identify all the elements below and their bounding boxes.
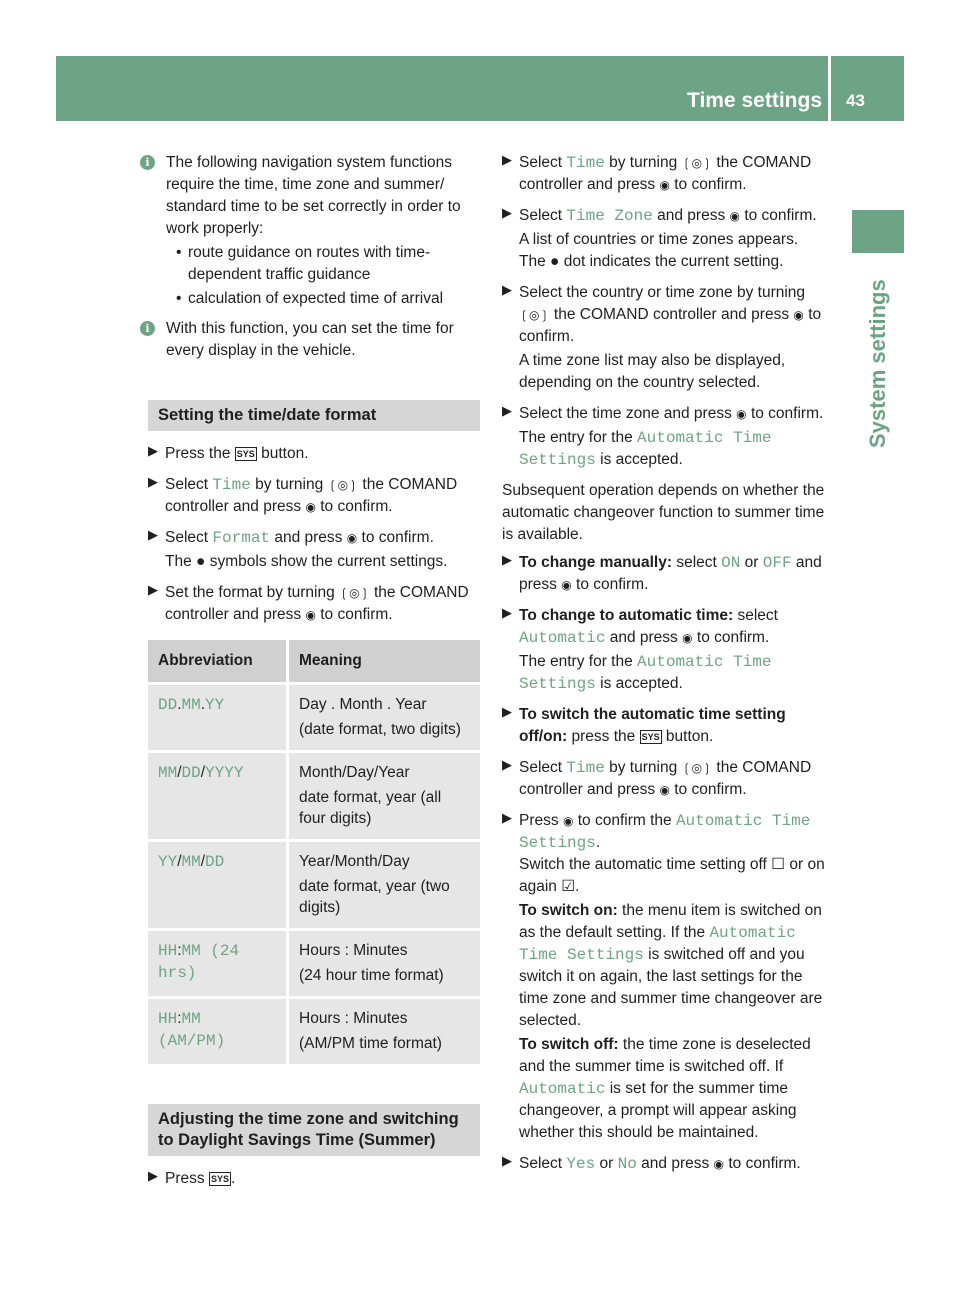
- text: Select: [519, 1155, 563, 1172]
- right-column: [502, 152, 834, 1184]
- text: The: [519, 253, 546, 270]
- arrow-icon: ▶: [502, 282, 512, 297]
- arrow-icon: ▶: [502, 403, 512, 418]
- step: [502, 605, 834, 695]
- abbr-sep: /: [200, 764, 206, 781]
- text: to confirm.: [696, 629, 770, 646]
- column-header: Abbreviation: [148, 640, 288, 684]
- menu-item-label: OFF: [762, 554, 792, 572]
- menu-item-label: Automatic Time Settings: [519, 653, 772, 693]
- controller-press-icon: ◉: [562, 814, 574, 828]
- text: and press: [519, 554, 822, 593]
- text: .: [230, 1170, 236, 1187]
- step: [502, 152, 834, 196]
- arrow-icon: ▶: [502, 757, 512, 772]
- menu-item-label: Automatic: [519, 629, 606, 647]
- controller-press-icon: ◉: [346, 531, 358, 545]
- controller-press-icon: ◉: [305, 608, 316, 622]
- menu-item-label: Automatic Time Settings: [519, 812, 811, 852]
- controller-press-icon: ◉: [793, 308, 804, 322]
- text: or: [599, 1155, 614, 1172]
- step-result: A time zone list may also be displayed, depending on the country selected.: [519, 352, 786, 391]
- text: to confirm.: [728, 1155, 801, 1172]
- page-section-title: Time settings: [687, 89, 822, 112]
- table-row: [148, 841, 480, 930]
- table-row: [148, 930, 480, 998]
- info-icon: i: [140, 155, 155, 170]
- info-icon: i: [140, 321, 155, 336]
- menu-item-label: No: [617, 1155, 637, 1173]
- side-label: [852, 258, 904, 458]
- text: Select: [519, 207, 563, 224]
- section-heading: Setting the time/date format: [148, 400, 480, 431]
- meaning: Hours : Minutes: [299, 942, 408, 959]
- text: Select: [165, 529, 209, 546]
- text: by turning: [609, 759, 678, 776]
- step: [502, 552, 834, 596]
- abbr-part: DD: [158, 696, 178, 714]
- text: and press: [274, 529, 343, 546]
- text: to confirm.: [519, 306, 822, 345]
- text: is switched off and you switch it on again, the last settings for the time zone and summer time changeover are selected.: [519, 946, 823, 1029]
- checkbox-checked-icon: ☑: [561, 878, 576, 895]
- abbr-sep: /: [177, 764, 182, 781]
- text: Set the format by turning: [165, 584, 335, 601]
- text: select: [737, 607, 778, 624]
- abbr-part: MM (AM/PM): [158, 1010, 226, 1050]
- abbr-part: MM (24 hrs): [158, 942, 240, 982]
- arrow-icon: ▶: [502, 605, 512, 620]
- text: symbols show the current settings.: [209, 553, 448, 570]
- text: to confirm.: [576, 576, 649, 593]
- step: [502, 403, 834, 471]
- menu-item-label: Format: [212, 529, 271, 547]
- menu-item-label: Time: [566, 154, 605, 172]
- controller-press-icon: ◉: [736, 407, 747, 421]
- info-text: The following navigation system functions require the time, time zone and summer/ standard time to be set correctly in order to work properly:: [166, 154, 461, 237]
- step: [148, 443, 480, 465]
- meaning-detail: date format, year (two digits): [299, 878, 450, 916]
- abbr-sep: :: [177, 1010, 182, 1027]
- step: [148, 527, 480, 573]
- sys-button-icon: SYS: [641, 732, 660, 742]
- header-divider: [828, 56, 831, 121]
- menu-item-label: Time: [212, 476, 251, 494]
- arrow-icon: ▶: [502, 152, 512, 167]
- text: Press: [519, 812, 559, 829]
- controller-turn-icon: ❲◎❳: [681, 761, 713, 775]
- abbr-part: HH: [158, 942, 178, 960]
- text: to confirm.: [750, 405, 824, 422]
- text: The entry for the: [519, 653, 633, 670]
- table-row: [148, 684, 480, 752]
- controller-press-icon: ◉: [305, 500, 316, 514]
- menu-item-label: Yes: [566, 1155, 596, 1173]
- step: [148, 1168, 480, 1190]
- abbr-part: HH: [158, 1010, 178, 1028]
- meaning-detail: date format, year (all four digits): [299, 789, 442, 827]
- step-label: To change manually:: [519, 554, 673, 571]
- text: button.: [261, 445, 309, 462]
- arrow-icon: ▶: [148, 527, 158, 542]
- text: the COMAND controller and press: [519, 759, 812, 798]
- controller-turn-icon: ❲◎❳: [339, 586, 370, 600]
- step: [502, 810, 834, 1144]
- text: Press the: [165, 445, 231, 462]
- meaning-detail: (24 hour time format): [299, 967, 444, 984]
- abbr-sep: :: [177, 942, 182, 959]
- step: [502, 757, 834, 801]
- meaning: Day . Month . Year: [299, 696, 427, 713]
- text: by turning: [609, 154, 678, 171]
- text: Select the country or time zone by turning: [519, 284, 806, 301]
- step: [148, 582, 480, 626]
- abbr-sep: .: [200, 696, 206, 713]
- text: Select: [165, 476, 209, 493]
- text: the COMAND controller and press: [165, 584, 469, 623]
- menu-item-label: Automatic Time Settings: [519, 924, 796, 964]
- step: [502, 704, 834, 748]
- abbr-sep: /: [200, 853, 206, 870]
- sys-button-icon: SYS: [210, 1174, 229, 1184]
- text: or: [744, 554, 759, 571]
- arrow-icon: ▶: [502, 1153, 512, 1168]
- dot-icon: ●: [550, 253, 560, 270]
- abbr-part: MM: [158, 764, 178, 782]
- arrow-icon: ▶: [148, 582, 158, 597]
- controller-turn-icon: ❲◎❳: [327, 478, 359, 492]
- menu-item-label: ON: [721, 554, 741, 572]
- text: is accepted.: [600, 675, 683, 692]
- text: to confirm.: [674, 176, 747, 193]
- step: [502, 1153, 834, 1175]
- arrow-icon: ▶: [502, 810, 512, 825]
- dot-icon: ●: [196, 553, 206, 570]
- controller-press-icon: ◉: [713, 1157, 725, 1171]
- step-label: To switch on:: [519, 902, 618, 919]
- meaning: Hours : Minutes: [299, 1010, 408, 1027]
- controller-press-icon: ◉: [561, 578, 572, 592]
- menu-item-label: Time: [566, 759, 605, 777]
- step-label: To change to automatic time:: [519, 607, 734, 624]
- info-note: [145, 318, 480, 362]
- side-label-text: System settings: [865, 279, 890, 448]
- abbr-part: DD: [181, 764, 201, 782]
- abbr-part: MM: [181, 696, 201, 714]
- menu-item-label: Time Zone: [566, 207, 653, 225]
- step-label: To switch off:: [519, 1036, 619, 1053]
- sys-button-icon: SYS: [236, 449, 255, 459]
- abbr-sep: /: [177, 853, 182, 870]
- text: Press: [165, 1170, 205, 1187]
- controller-press-icon: ◉: [682, 631, 693, 645]
- table-row: [148, 752, 480, 841]
- step: [502, 205, 834, 273]
- table-row: [148, 998, 480, 1065]
- arrow-icon: ▶: [148, 1168, 158, 1183]
- controller-press-icon: ◉: [729, 209, 741, 223]
- meaning: Month/Day/Year: [299, 764, 410, 781]
- text: button.: [665, 728, 714, 745]
- text: the menu item is switched on as the default setting. If the: [519, 902, 822, 941]
- section-heading: Adjusting the time zone and switching to Daylight Savings Time (Summer): [148, 1104, 480, 1156]
- text: Switch the automatic time setting off: [519, 856, 767, 873]
- text: press the: [571, 728, 636, 745]
- side-tab: [852, 210, 904, 253]
- bullet-item: • route guidance on routes with time-dependent traffic guidance: [166, 242, 480, 286]
- arrow-icon: ▶: [502, 704, 512, 719]
- controller-turn-icon: ❲◎❳: [519, 308, 550, 322]
- arrow-icon: ▶: [148, 443, 158, 458]
- text: Select: [519, 154, 563, 171]
- abbr-part: DD: [205, 853, 225, 871]
- abbr-part: MM: [181, 853, 201, 871]
- text: .: [575, 878, 580, 895]
- bullet-item: • calculation of expected time of arrival: [166, 288, 480, 310]
- text: Select: [519, 759, 563, 776]
- text: the COMAND controller and press: [165, 476, 458, 515]
- step: [502, 282, 834, 394]
- text: to confirm the: [577, 812, 672, 829]
- text: to confirm.: [320, 498, 393, 515]
- text: select: [676, 554, 717, 571]
- text: the time zone is deselected and the summer time is switched off. If: [519, 1036, 811, 1075]
- table-header-row: [148, 640, 480, 684]
- column-header: Meaning: [288, 640, 481, 684]
- step-result: A list of countries or time zones appears.: [519, 231, 799, 248]
- menu-item-label: Automatic: [519, 1080, 606, 1098]
- step-label: To switch the automatic time setting off/on:: [519, 706, 786, 745]
- text: is accepted.: [600, 451, 683, 468]
- controller-press-icon: ◉: [659, 178, 670, 192]
- text: to confirm.: [674, 781, 747, 798]
- abbr-part: YYYY: [205, 764, 244, 782]
- checkbox-empty-icon: ☐: [771, 856, 786, 873]
- meaning-detail: (date format, two digits): [299, 721, 461, 738]
- menu-item-label: Automatic Time Settings: [519, 429, 772, 469]
- controller-press-icon: ◉: [659, 783, 670, 797]
- text: to confirm.: [744, 207, 817, 224]
- abbr-part: YY: [205, 696, 225, 714]
- abbr-sep: .: [177, 696, 182, 713]
- text: The: [165, 553, 192, 570]
- page-number: 43: [846, 91, 865, 110]
- text: dot indicates the current setting.: [563, 253, 784, 270]
- arrow-icon: ▶: [502, 205, 512, 220]
- text: and press: [657, 207, 726, 224]
- text: the COMAND controller and press: [553, 306, 790, 323]
- arrow-icon: ▶: [502, 552, 512, 567]
- text: Select the time zone and press: [519, 405, 732, 422]
- text: and press: [609, 629, 678, 646]
- meaning-detail: (AM/PM time format): [299, 1035, 442, 1052]
- text: to confirm.: [361, 529, 434, 546]
- text: is set for the summer time changeover, a prompt will appear asking whether this should be maintained.: [519, 1080, 797, 1141]
- meaning: Year/Month/Day: [299, 853, 410, 870]
- arrow-icon: ▶: [148, 474, 158, 489]
- format-table: [148, 640, 480, 1064]
- text: The entry for the: [519, 429, 633, 446]
- abbr-part: YY: [158, 853, 178, 871]
- text: to confirm.: [320, 606, 393, 623]
- step: [148, 474, 480, 518]
- text: the COMAND controller and press: [519, 154, 812, 193]
- text: .: [595, 834, 601, 851]
- left-column: [145, 152, 480, 1199]
- text: by turning: [255, 476, 324, 493]
- text: or on again: [519, 856, 825, 895]
- paragraph: Subsequent operation depends on whether the automatic changeover function to summer time is available.: [502, 482, 825, 543]
- controller-turn-icon: ❲◎❳: [681, 156, 713, 170]
- text: and press: [641, 1155, 710, 1172]
- info-note: [145, 152, 480, 310]
- info-text: With this function, you can set the time for every display in the vehicle.: [166, 320, 454, 359]
